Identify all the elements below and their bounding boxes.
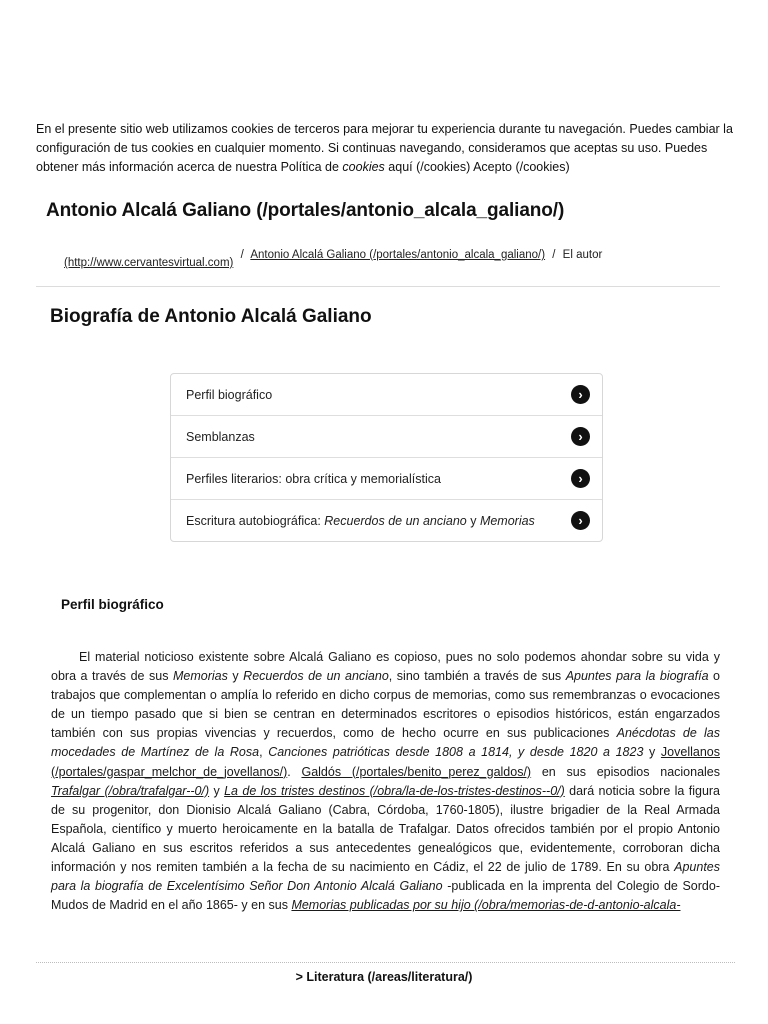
chevron-right-icon: › xyxy=(571,385,590,404)
breadcrumb-current: El autor xyxy=(562,249,603,261)
site-title-link[interactable]: Antonio Alcalá Galiano (/portales/antonio_alcala_galiano/) xyxy=(46,200,565,221)
toc-item-label: Perfil biográfico xyxy=(186,387,273,402)
toc-item-label: Perfiles literarios: obra crítica y memorialística xyxy=(186,471,441,486)
page-title: Biografía de Antonio Alcalá Galiano xyxy=(50,306,372,327)
breadcrumb-separator: / xyxy=(552,249,556,261)
chevron-right-icon: › xyxy=(571,511,590,530)
breadcrumb-home-link[interactable]: (http://www.cervantesvirtual.com) xyxy=(64,257,234,269)
cookie-policy-link[interactable]: aquí (/cookies) xyxy=(388,160,471,174)
chevron-right-icon: › xyxy=(571,469,590,488)
biography-paragraph: El material noticioso existente sobre Alcalá Galiano es copioso, pues no solo podemos ahondar sobre su vida y obra a través de sus Memorias y Recuerdos de un anciano, sino también a través de sus Apuntes para la biografía o trabajos que complementan o amplía lo referido en dicho corpus de memorias, como sus remembranzas o evocaciones de un tiempo pasado que si bien se centran en determinados escritores o episodios históricos, están engarzados también con sus propias vivencias y recuerdos, como de hecho ocurre en sus publicaciones Anécdotas de las mocedades de Martínez de la Rosa, Canciones patrióticas desde 1808 a 1814, y desde 1820 a 1823 y Jovellanos (/portales/gaspar_melchor_de_jovellanos/). Galdós (/portales/benito_perez_galdos/) en sus episodios nacionales Trafalgar (/obra/trafalgar--0/) y La de los tristes destinos (/obra/la-de-los-tristes-destinos--0/) dará noticia sobre la figura de su progenitor, don Dionisio Alcalá Galiano (Cabra, Córdoba, 1760-1805), ilustre brigadier de la Real Armada Española, científico y muerto heroicamente en la batalla de Trafalgar. Datos ofrecidos también por el propio Antonio Alcalá Galiano en sus escritos referidos a sus antecedentes genealógicos que, evidentemente, corroboran dicha información y nos remiten también a la fecha de su nacimiento en Cádiz, el 22 de julio de 1789. En su obra Apuntes para la biografía de Excelentísimo Señor Don Antonio Alcalá Galiano -publicada en la imprenta del Colegio de Sordo-Mudos de Madrid en el año 1865- y en sus Memorias publicadas por su hijo (/obra/memorias-de-d-antonio-alcala- xyxy=(51,650,721,913)
footer-divider xyxy=(36,962,735,963)
toc-item-escritura-autobiografica[interactable] xyxy=(171,500,602,541)
cookie-notice xyxy=(36,120,736,177)
toc-item-semblanzas[interactable] xyxy=(171,416,602,458)
toc-item-perfiles-literarios[interactable] xyxy=(171,458,602,500)
table-of-contents xyxy=(170,373,603,542)
memorias-link[interactable]: Memorias publicadas por su hijo (/obra/memorias-de-d-antonio-alcala- xyxy=(291,898,681,913)
jovellanos-link[interactable]: Jovellanos (/portales/gaspar_melchor_de_jovellanos/) xyxy=(51,745,720,779)
tristes-destinos-link[interactable]: La de los tristes destinos (/obra/la-de-los-tristes-destinos--0/) xyxy=(224,783,565,798)
footer-literatura-link[interactable]: > Literatura (/areas/literatura/) xyxy=(295,970,473,984)
cookie-notice-text: En el presente sitio web utilizamos cookies de terceros para mejorar tu experiencia durante tu navegación. Puedes cambiar la configuración de tus cookies en cualquier momento. Si continuas navegando, consideramos que aceptas su uso. Puedes obtener más información acerca de nuestra Política de xyxy=(36,122,733,174)
section-heading: Perfil biográfico xyxy=(61,597,164,612)
breadcrumb xyxy=(64,249,603,269)
toc-item-label: Escritura autobiográfica: Recuerdos de un anciano y Memorias xyxy=(186,513,535,528)
chevron-right-icon: › xyxy=(571,427,590,446)
cookie-notice-cookies-word: cookies xyxy=(342,160,385,174)
toc-item-perfil-biografico[interactable] xyxy=(171,374,602,416)
galdos-link[interactable]: Galdós (/portales/benito_perez_galdos/) xyxy=(301,764,532,779)
toc-item-label: Semblanzas xyxy=(186,429,255,444)
header-divider xyxy=(36,286,720,287)
breadcrumb-portal-link[interactable]: Antonio Alcalá Galiano (/portales/antonio_alcala_galiano/) xyxy=(250,249,546,261)
trafalgar-link[interactable]: Trafalgar (/obra/trafalgar--0/) xyxy=(51,783,210,798)
breadcrumb-separator: / xyxy=(240,249,244,261)
cookie-accept-link[interactable]: Acepto (/cookies) xyxy=(473,160,570,174)
